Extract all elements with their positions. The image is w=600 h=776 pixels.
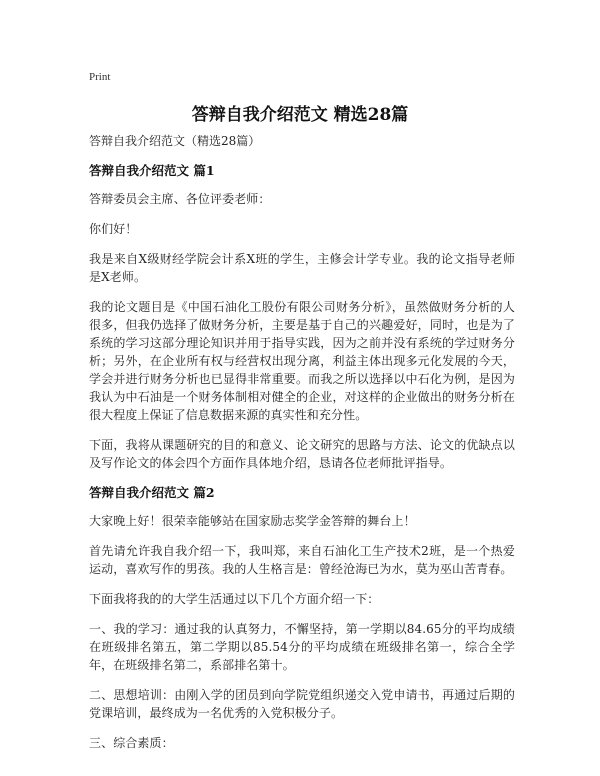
- paragraph: 下面，我将从课题研究的目的和意义、论文研究的思路与方法、论文的优缺点以及写作论文的体会四个方面作具体地介绍，恳请各位老师批评指导。: [89, 438, 515, 470]
- document-subtitle: 答辩自我介绍范文（精选28篇）: [89, 134, 261, 148]
- paragraph: 你们好！: [89, 222, 138, 236]
- paragraph: 我的论文题目是《中国石油化工股份有限公司财务分析》，虽然做财务分析的人很多，但我仍选择了做财务分析，主要是基于自己的兴趣爱好，同时，也是为了系统的学习这部分理论知识并用于指导实践，因为之前并没有系统的学过财务分析；另外，在企业所有权与经营权出现分离，利益主体出现多元化发展的今天，学会并进行财务分析也已显得非常重要。而我之所以选择以中石化为例，是因为我认为中石油是一个财务体制相对健全的企业，对这样的企业做出的财务分析在很大程度上保证了信息数据来源的真实性和充分性。: [89, 300, 515, 422]
- paragraph: 答辩委员会主席、各位评委老师：: [89, 192, 271, 206]
- document-title: 答辩自我介绍范文 精选28篇: [191, 105, 409, 125]
- paragraph: 首先请允许我自我介绍一下，我叫郑，来自石油化工生产技术2班，是一个热爱运动，喜欢写作的男孩。我的人生格言是：曾经沧海已为水，莫为巫山苦青春。: [89, 544, 515, 576]
- document-body: [89, 132, 515, 764]
- paragraph: 我是来自X级财经学院会计系X班的学生，主修会计学专业。我的论文指导老师是X老师。: [89, 252, 515, 284]
- section-heading: 答辩自我介绍范文 篇1: [89, 163, 215, 178]
- paragraph: 三、综合素质：: [89, 736, 174, 750]
- paragraph: 一、我的学习：通过我的认真努力，不懈坚持，第一学期以84.65分的平均成绩在班级排名第五，第二学期以85.54分的平均成绩在班级排名第一，综合全学年，在班级排名第二，系部排名第十。: [89, 622, 515, 672]
- section-2: [89, 484, 515, 752]
- paragraph: 下面我将我的的大学生活通过以下几个方面介绍一下：: [89, 592, 380, 606]
- paragraph: 二、思想培训：由刚入学的团员到向学院党组织递交入党申请书，再通过后期的党课培训，最终成为一名优秀的入党积极分子。: [89, 688, 515, 720]
- section-heading: 答辩自我介绍范文 篇2: [89, 485, 215, 500]
- paragraph: 大家晚上好！很荣幸能够站在国家励志奖学金答辩的舞台上！: [89, 514, 416, 528]
- section-1: [89, 162, 515, 472]
- print-link[interactable]: Print: [89, 71, 111, 83]
